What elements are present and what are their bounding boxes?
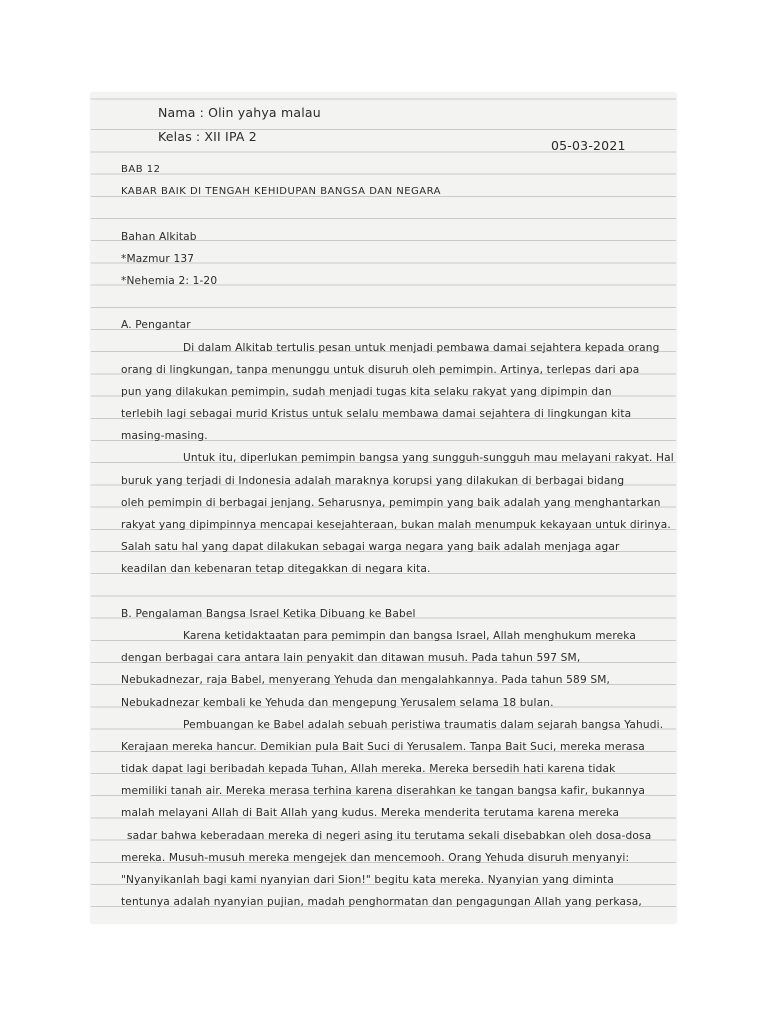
- date: 05-03-2021: [551, 138, 626, 153]
- paragraph-line: malah melayani Allah di Bait Allah yang kudus. Mereka menderita terutama karena mereka: [121, 807, 620, 820]
- paragraph-line: orang di lingkungan, tanpa menunggu untuk disuruh oleh pemimpin. Artinya, terlepas dari apa: [121, 363, 640, 376]
- paragraph-line: Salah satu hal yang dapat dilakukan sebagai warga negara yang baik adalah menjaga agar: [121, 541, 620, 554]
- blank-line: [121, 292, 676, 314]
- paragraph-line: oleh pemimpin di berbagai jenjang. Seharusnya, pemimpin yang baik adalah yang menghantarkan: [121, 496, 661, 509]
- name-separator: :: [199, 105, 205, 120]
- class-line: [158, 129, 257, 144]
- section-a-heading: A. Pengantar: [121, 319, 191, 332]
- material-label: Bahan Alkitab: [121, 230, 197, 243]
- paragraph-line: memiliki tanah air. Mereka merasa terhina karena diserahkan ke tangan bangsa kafir, bukannya: [121, 785, 646, 798]
- paragraph-line: mereka. Musuh-musuh mereka mengejek dan mencemooh. Orang Yehuda disuruh menyanyi:: [121, 851, 630, 864]
- paragraph-line: buruk yang terjadi di Indonesia adalah maraknya korupsi yang dilakukan di berbagai bidang: [121, 474, 625, 487]
- chapter-label: BAB 12: [121, 164, 161, 175]
- paragraph-line: Pembuangan ke Babel adalah sebuah peristiwa traumatis dalam sejarah bangsa Yahudi.: [183, 718, 664, 731]
- blank-line: [121, 581, 676, 603]
- paragraph-line: rakyat yang dipimpinnya mencapai kesejahteraan, bukan malah menumpuk kekayaan untuk dirinya.: [121, 519, 671, 531]
- paragraph-line: tentunya adalah nyanyian pujian, madah penghormatan dan pengagungan Allah yang perkasa,: [121, 896, 642, 909]
- paragraph-line: Kerajaan mereka hancur. Demikian pula Bait Suci di Yerusalem. Tanpa Bait Suci, mereka merasa: [121, 740, 645, 753]
- paragraph-line: Di dalam Alkitab tertulis pesan untuk menjadi pembawa damai sejahtera kepada orang: [183, 341, 660, 354]
- notebook-page: [91, 93, 676, 923]
- section-b-heading: B. Pengalaman Bangsa Israel Ketika Dibuang ke Babel: [121, 607, 416, 620]
- name-label: Nama: [158, 105, 196, 120]
- class-label: Kelas: [158, 129, 192, 144]
- class-separator: :: [195, 129, 201, 144]
- paragraph-line: "Nyanyikanlah bagi kami nyanyian dari Sion!" begitu kata mereka. Nyanyian yang diminta: [121, 874, 614, 886]
- class-value: XII IPA 2: [204, 129, 257, 144]
- paragraph-line: Nebukadnezar, raja Babel, menyerang Yehuda dan mengalahkannya. Pada tahun 589 SM,: [121, 674, 611, 687]
- material-item: *Nehemia 2: 1-20: [121, 274, 218, 287]
- chapter-title: KABAR BAIK DI TENGAH KEHIDUPAN BANGSA DAN NEGARA: [121, 186, 441, 198]
- name-line: [158, 105, 321, 120]
- paragraph-line: Karena ketidaktaatan para pemimpin dan bangsa Israel, Allah menghukum mereka: [183, 629, 637, 642]
- paragraph-line: Nebukadnezar kembali ke Yehuda dan mengepung Yerusalem selama 18 bulan.: [121, 696, 554, 709]
- paragraph-line: keadilan dan kebenaran tetap ditegakkan di negara kita.: [121, 563, 431, 576]
- paragraph-line: tidak dapat lagi beribadah kepada Tuhan, Allah mereka. Mereka bersedih hati karena tidak: [121, 763, 616, 776]
- paragraph-line: dengan berbagai cara antara lain penyakit dan ditawan musuh. Pada tahun 597 SM,: [121, 652, 581, 665]
- material-item: *Mazmur 137: [121, 252, 195, 265]
- paragraph-line: terlebih lagi sebagai murid Kristus untuk selalu membawa damai sejahtera di lingkungan kita: [121, 408, 632, 421]
- paragraph-line: Untuk itu, diperlukan pemimpin bangsa yang sungguh-sungguh mau melayani rakyat. Hal: [183, 452, 674, 465]
- blank-line: [121, 203, 676, 225]
- paragraph-line: sadar bahwa keberadaan mereka di negeri asing itu terutama sekali disebabkan oleh dosa-dosa: [127, 829, 652, 842]
- name-value: Olin yahya malau: [208, 105, 321, 120]
- handwritten-body: [121, 159, 676, 913]
- paragraph-line: masing-masing.: [121, 430, 208, 443]
- paragraph-line: pun yang dilakukan pemimpin, sudah menjadi tugas kita selaku rakyat yang dipimpin dan: [121, 385, 612, 398]
